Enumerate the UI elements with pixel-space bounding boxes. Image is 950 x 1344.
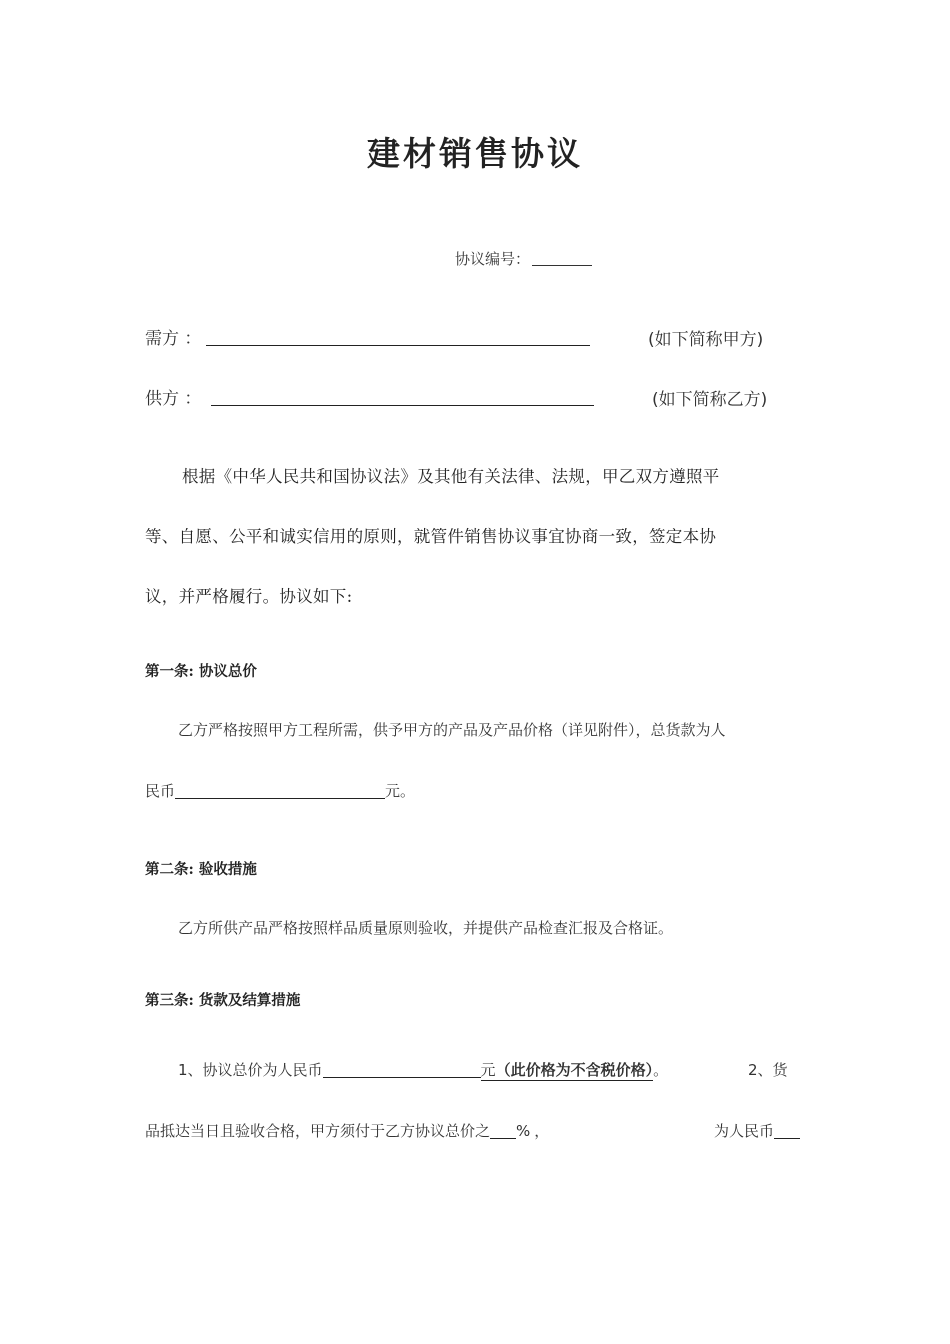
percent-blank	[490, 1123, 516, 1139]
article1-line-2	[145, 780, 415, 801]
buyer-note: (如下简称甲方)	[648, 330, 764, 350]
document-title: 建材销售协议	[367, 134, 583, 173]
intro-line-2: 等、自愿、公平和诚实信用的原则，就管件销售协议事宜协商一致，签定本协	[145, 527, 717, 546]
supplier-label: 供方 ：	[145, 389, 202, 409]
buyer-label: 需方 ：	[145, 329, 202, 349]
article1-line-1: 乙方严格按照甲方工程所需，供予甲方的产品及产品价格（详见附件），总货款为人	[178, 721, 726, 739]
article2-heading: 第二条: 验收措施	[145, 861, 257, 878]
agreement-number	[455, 248, 592, 269]
article3-line2-text: 品抵达当日且验收合格，甲方须付于乙方协议总价之	[145, 1122, 491, 1140]
agreement-number-blank	[532, 251, 592, 266]
buyer-blank-line	[206, 345, 590, 346]
supplier-blank-line	[211, 405, 594, 406]
article2-line-1: 乙方所供产品严格按照样品质量原则验收，并提供产品检查汇报及合格证。	[178, 919, 674, 937]
intro-line-3: 议，并严格履行。协议如下:	[145, 587, 353, 606]
article3-line2-tail	[714, 1120, 800, 1141]
article3-line-2	[145, 1120, 549, 1141]
percent-sign: %	[516, 1122, 531, 1140]
article3-item1-prefix: 1、协议总价为人民币	[178, 1061, 323, 1079]
article1-currency-label: 民币	[145, 782, 176, 800]
article3-price-blank	[323, 1062, 481, 1078]
rmb-amount-blank	[774, 1123, 800, 1139]
article1-heading: 第一条: 协议总价	[145, 663, 257, 680]
article3-item1-unit: 元	[480, 1061, 496, 1079]
article3-heading: 第三条: 货款及结算措施	[145, 992, 301, 1009]
article3-item-1	[178, 1059, 668, 1080]
article1-unit: 元。	[385, 782, 416, 800]
article3-rmb-label: 为人民币	[714, 1122, 775, 1140]
article3-item-2-start: 2、货	[748, 1061, 788, 1079]
article3-comma: ，	[534, 1122, 550, 1140]
intro-line-1: 根据《中华人民共和国协议法》及其他有关法律、法规，甲乙双方遵照平	[182, 467, 720, 486]
supplier-note: (如下简称乙方)	[652, 390, 768, 410]
article3-item1-end: 。	[653, 1061, 669, 1079]
agreement-number-label: 协议编号：	[455, 250, 531, 268]
article3-tax-note: （此价格为不含税价格）	[495, 1061, 654, 1079]
total-price-blank	[175, 783, 385, 799]
